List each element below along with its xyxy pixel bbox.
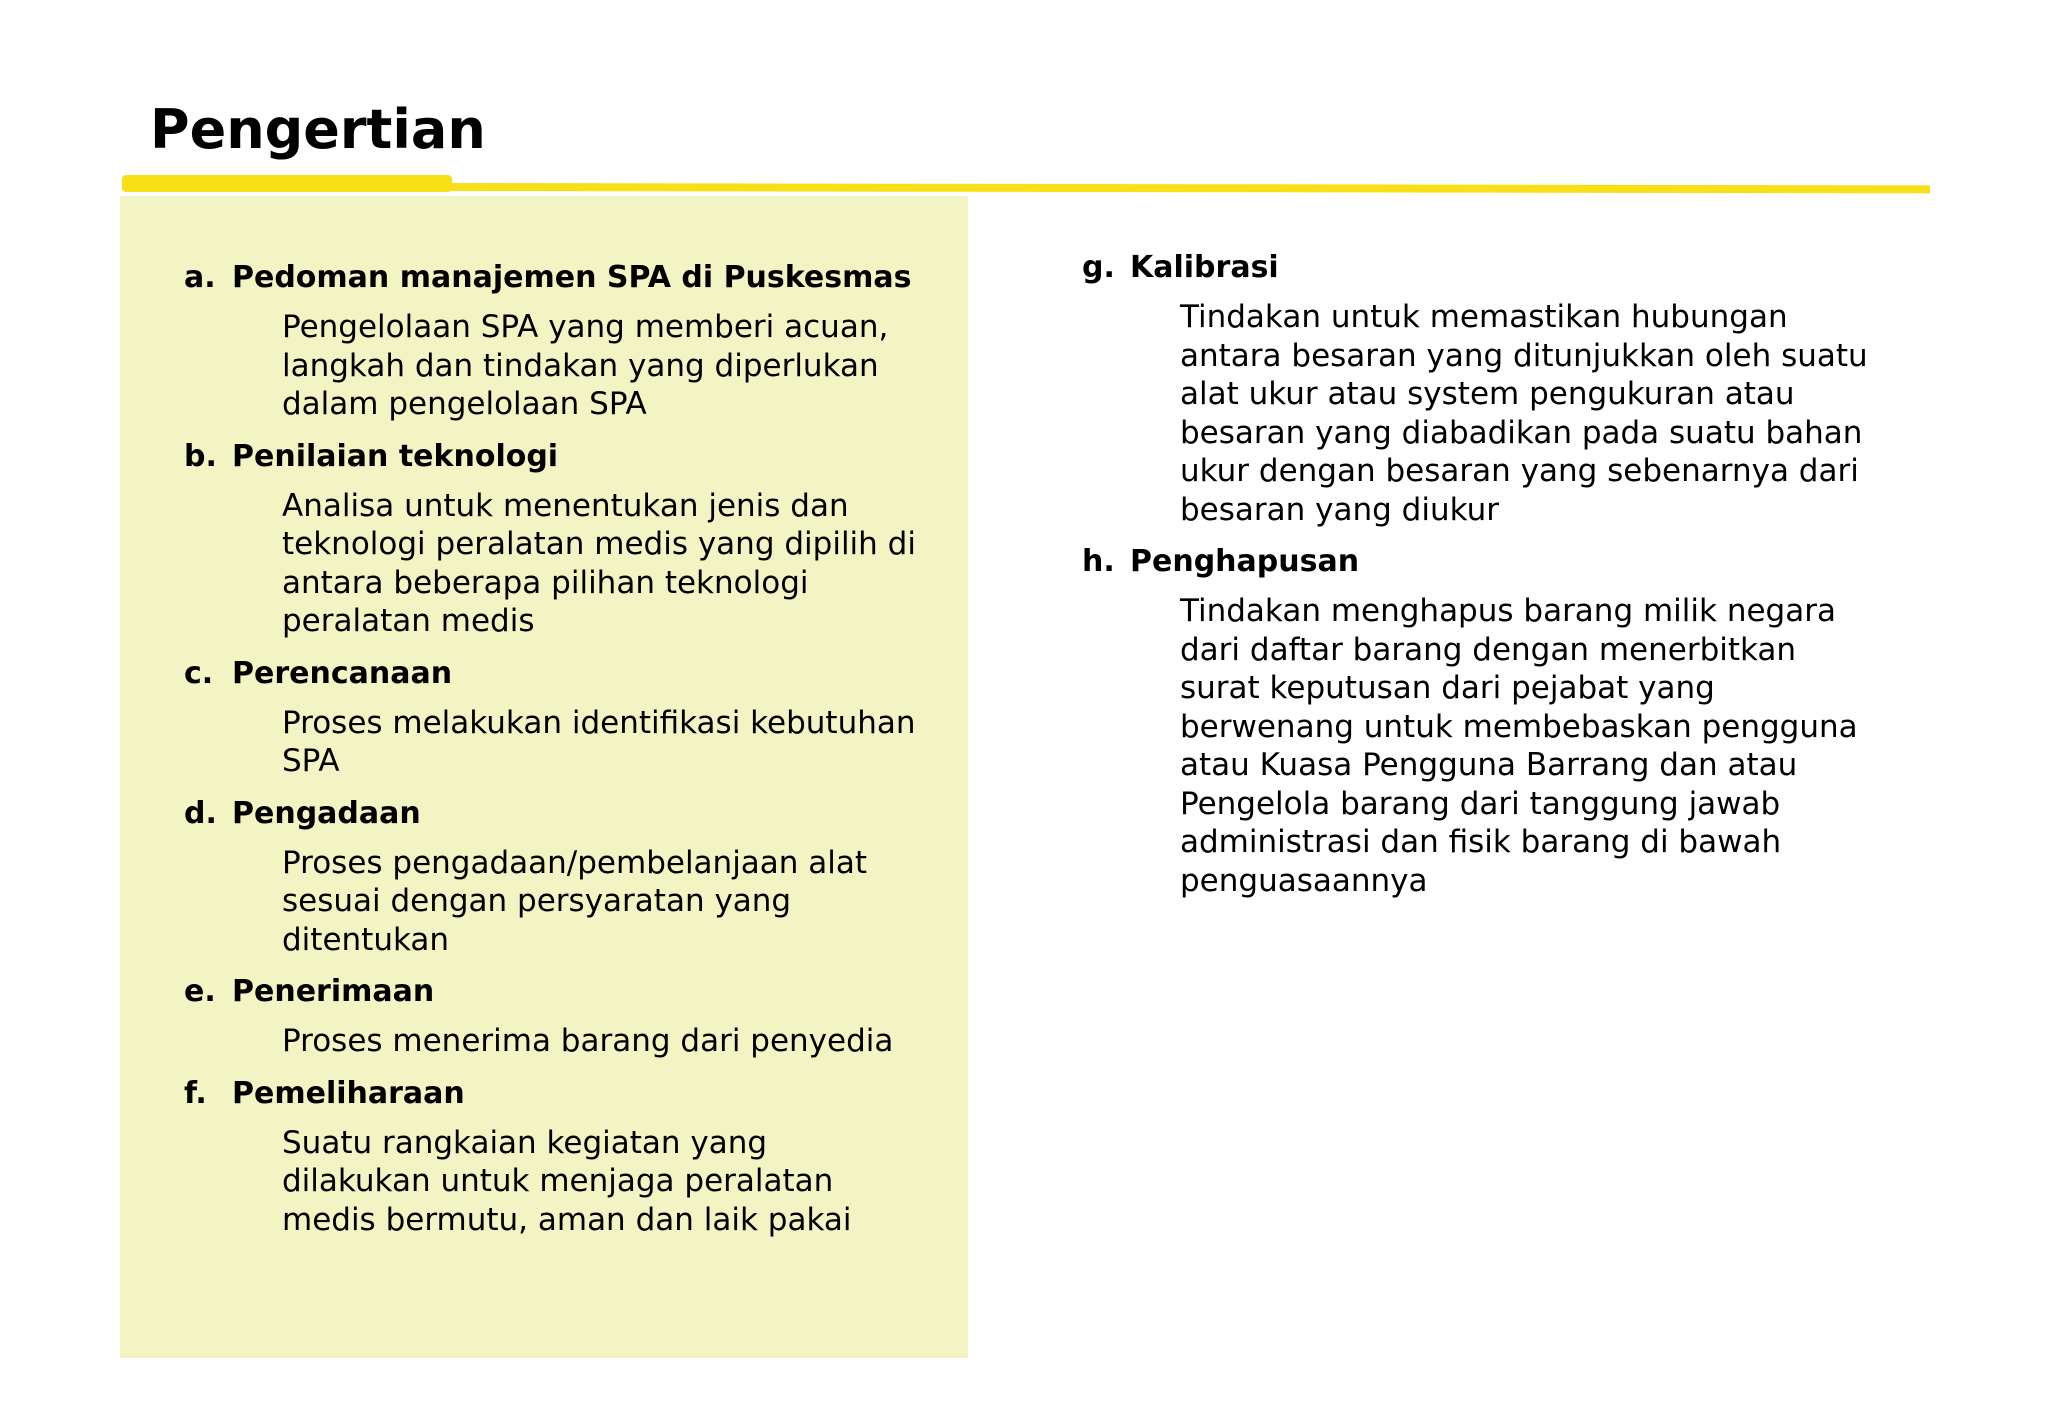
description-line: Proses menerima barang dari penyedia — [282, 1023, 894, 1059]
description-line: dari daftar barang dengan menerbitkan — [1180, 631, 1797, 668]
description-line: Proses melakukan identifikasi kebutuhan — [282, 704, 916, 741]
term-label: Kalibrasi — [1130, 250, 1279, 285]
description-line: surat keputusan dari pejabat yang — [1180, 670, 1715, 706]
definition-term — [184, 437, 944, 477]
definition-item — [184, 654, 944, 781]
title-underline-thin — [440, 183, 1930, 193]
description-line: besaran yang diabadikan pada suatu bahan — [1180, 414, 1863, 451]
term-label: Penerimaan — [232, 974, 435, 1009]
description-line: antara besaran yang ditunjukkan oleh suatu — [1180, 337, 1868, 374]
definition-description — [282, 704, 942, 781]
description-line: peralatan medis — [282, 603, 535, 639]
definition-term — [184, 972, 944, 1012]
list-marker: h. — [1082, 544, 1115, 579]
term-label: Pemeliharaan — [232, 1075, 465, 1111]
description-line: medis bermutu, aman dan laik pakai — [282, 1201, 852, 1238]
description-line: dilakukan untuk menjaga peralatan — [282, 1163, 834, 1199]
definition-item — [184, 972, 944, 1061]
description-line: penguasaannya — [1180, 862, 1428, 899]
description-line: besaran yang diukur — [1180, 491, 1499, 528]
list-marker: b. — [184, 438, 217, 474]
definition-description — [1180, 298, 1920, 529]
definition-description — [282, 308, 942, 424]
description-line: Proses pengadaan/pembelanjaan alat — [282, 844, 868, 881]
list-marker: a. — [184, 260, 216, 295]
description-line: SPA — [282, 743, 340, 779]
definition-term — [184, 258, 944, 298]
term-label: Penilaian teknologi — [232, 438, 559, 474]
description-line: Suatu rangkaian kegiatan yang — [282, 1124, 768, 1161]
description-line: administrasi dan fisik barang di bawah — [1180, 824, 1782, 860]
list-marker: c. — [184, 655, 214, 691]
term-label: Perencanaan — [232, 655, 453, 691]
term-label: Pedoman manajemen SPA di Puskesmas — [232, 260, 912, 295]
description-line: Analisa untuk menentukan jenis dan — [282, 487, 849, 524]
definition-term — [1082, 542, 1942, 582]
description-line: langkah dan tindakan yang diperlukan — [282, 347, 879, 384]
definition-item — [1082, 248, 1942, 529]
definition-item — [184, 794, 944, 960]
list-marker: e. — [184, 974, 216, 1009]
definitions-list-right — [1082, 248, 1942, 913]
definition-term — [184, 654, 944, 694]
description-line: atau Kuasa Pengguna Barrang dan atau — [1180, 747, 1798, 783]
definitions-list-left — [184, 258, 944, 1252]
description-line: sesuai dengan persyaratan yang — [282, 883, 792, 919]
definition-item — [184, 258, 944, 424]
definition-term — [184, 1074, 944, 1114]
description-line: Pengelolaan SPA yang memberi acuan, — [282, 309, 889, 345]
description-line: teknologi peralatan medis yang dipilih di — [282, 526, 916, 562]
definition-description — [282, 844, 942, 960]
page-title: Pengertian — [150, 98, 486, 161]
definition-item — [184, 1074, 944, 1240]
description-line: ditentukan — [282, 921, 450, 958]
list-marker: f. — [184, 1075, 207, 1111]
description-line: Pengelola barang dari tanggung jawab — [1180, 785, 1781, 822]
definition-item — [1082, 542, 1942, 900]
description-line: ukur dengan besaran yang sebenarnya dari — [1180, 453, 1859, 489]
description-line: Tindakan untuk memastikan hubungan — [1180, 299, 1788, 335]
term-label: Pengadaan — [232, 795, 421, 831]
list-marker: d. — [184, 795, 217, 831]
term-label: Penghapusan — [1130, 544, 1360, 579]
definition-description — [282, 487, 942, 641]
description-line: dalam pengelolaan SPA — [282, 386, 647, 422]
title-underline-thick — [122, 175, 452, 192]
definition-item — [184, 437, 944, 641]
description-line: Tindakan menghapus barang milik negara — [1180, 593, 1836, 629]
description-line: antara beberapa pilihan teknologi — [282, 564, 809, 601]
definition-term — [184, 794, 944, 834]
description-line: alat ukur atau system pengukuran atau — [1180, 376, 1795, 412]
list-marker: g. — [1082, 250, 1115, 285]
definition-description — [282, 1124, 942, 1240]
definition-description — [282, 1022, 942, 1061]
description-line: berwenang untuk membebaskan pengguna — [1180, 708, 1858, 745]
definition-term — [1082, 248, 1942, 288]
definition-description — [1180, 592, 1920, 900]
